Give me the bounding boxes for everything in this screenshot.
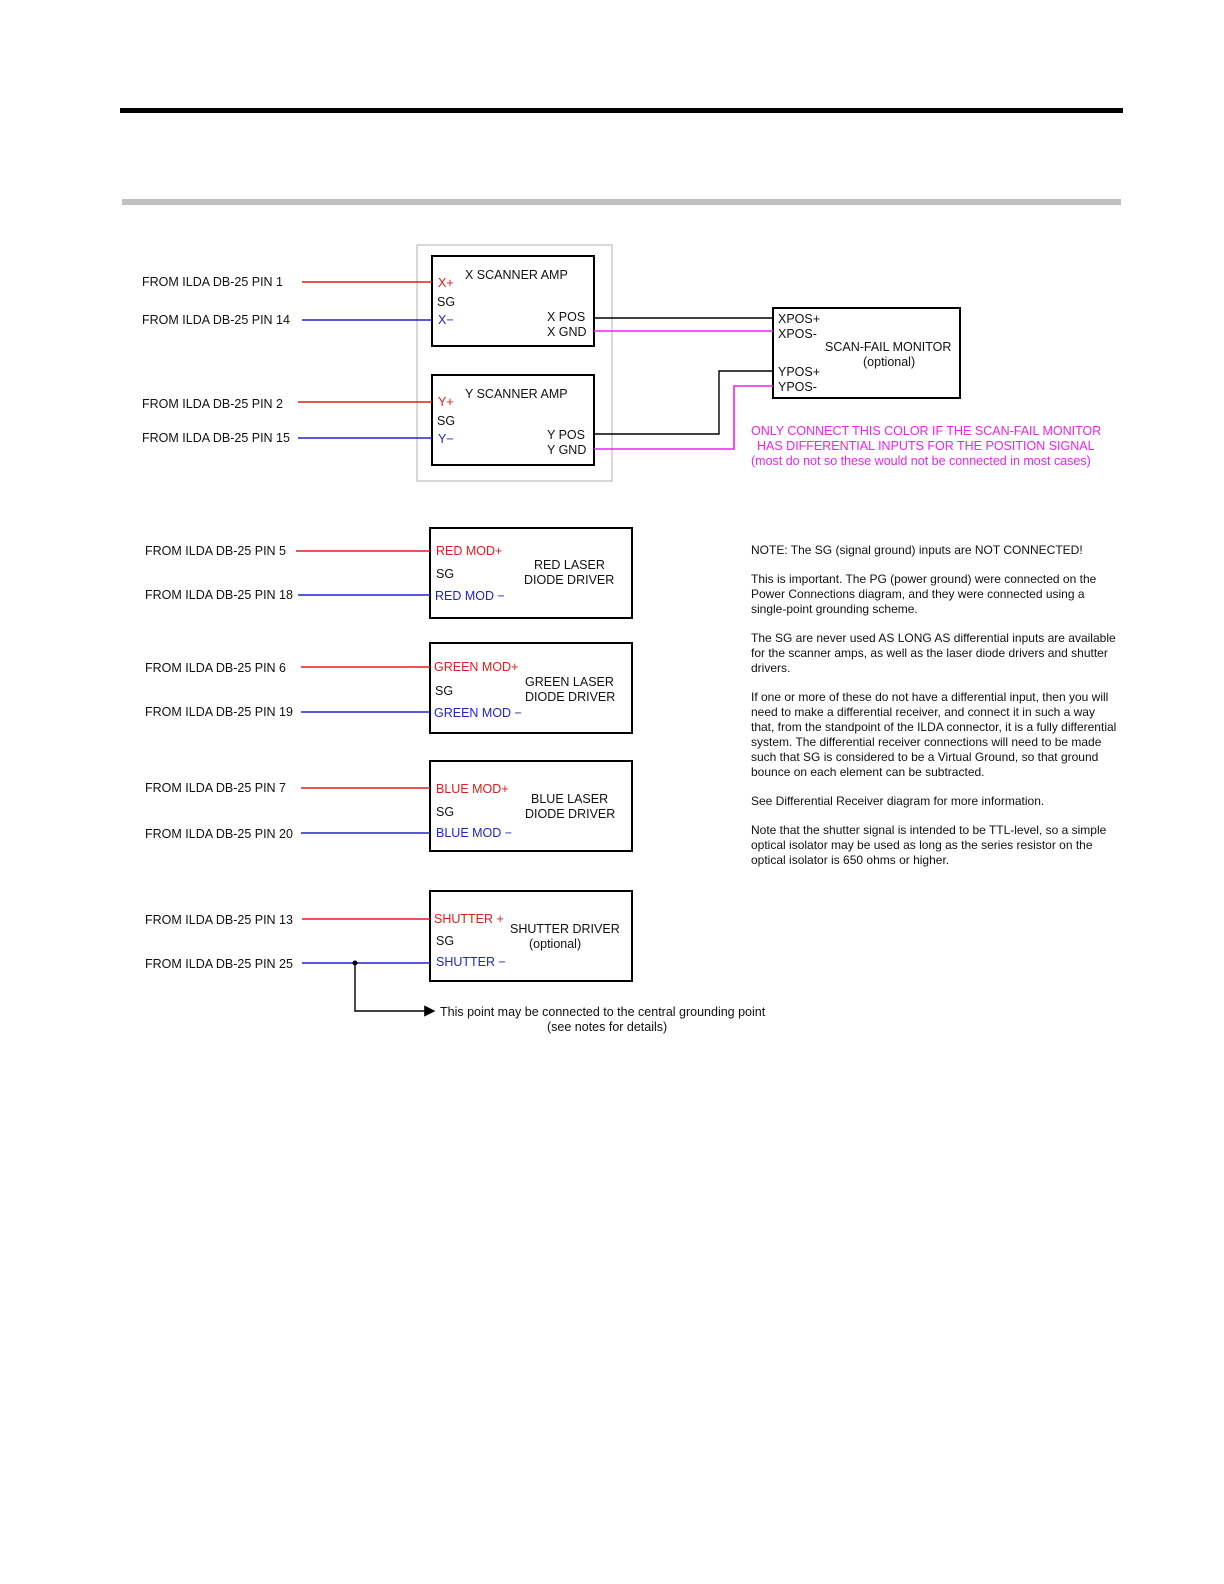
y-pos-label: Y POS [547,428,585,442]
from-pin-20-label: FROM ILDA DB-25 PIN 20 [145,827,293,841]
diff-note-line-1: ONLY CONNECT THIS COLOR IF THE SCAN-FAIL MONITOR [751,424,1102,438]
note-paragraph-1: NOTE: The SG (signal ground) inputs are NOT CONNECTED! [751,543,1083,557]
y-plus-label: Y+ [438,395,454,409]
note-paragraph-6: Note that the shutter signal is intended to be TTL-level, so a simple optical isolator may be used as long as the series resistor on the optical isolator is 650 ohms or higher. [751,823,1107,867]
from-pin-18-label: FROM ILDA DB-25 PIN 18 [145,588,293,602]
xpos-minus-label: XPOS- [778,327,817,341]
shutter-driver-title-2: (optional) [529,937,582,951]
blue-driver-title-2: DIODE DRIVER [525,807,616,821]
red-mod-minus-label: RED MOD − [435,589,505,603]
green-driver-title-1: GREEN LASER [525,675,614,689]
y-scanner-title: Y SCANNER AMP [465,387,568,401]
y-gnd-label: Y GND [547,443,587,457]
ground-note-line-2: (see notes for details) [547,1020,668,1034]
ypos-minus-label: YPOS- [778,380,817,394]
shutter-plus-label: SHUTTER + [434,912,504,926]
ygnd-wire [594,386,773,449]
from-pin-1-label: FROM ILDA DB-25 PIN 1 [142,275,284,289]
x-pos-label: X POS [547,310,586,324]
blue-mod-minus-label: BLUE MOD − [436,826,513,840]
red-driver-title-2: DIODE DRIVER [524,573,615,587]
notes-panel [751,543,1119,882]
green-mod-minus-label: GREEN MOD − [434,706,522,720]
x-scanner-title: X SCANNER AMP [465,268,568,282]
ypos-plus-label: YPOS+ [778,365,821,379]
x-minus-label: X− [438,313,454,327]
ypos-wire [594,371,773,434]
diff-note-line-2: HAS DIFFERENTIAL INPUTS FOR THE POSITION SIGNAL [757,439,1095,453]
monitor-subtitle: (optional) [863,355,916,369]
from-pin-15-label: FROM ILDA DB-25 PIN 15 [142,431,290,445]
monitor-title: SCAN-FAIL MONITOR [825,340,952,354]
shutter-minus-label: SHUTTER − [436,955,506,969]
red-sg-label: SG [436,567,455,581]
note-paragraph-2: This is important. The PG (power ground) were connected on the Power Connections diagram, and they were connected using a single-point grounding scheme. [751,572,1097,616]
from-pin-13-label: FROM ILDA DB-25 PIN 13 [145,913,293,927]
from-pin-7-label: FROM ILDA DB-25 PIN 7 [145,781,287,795]
from-pin-25-label: FROM ILDA DB-25 PIN 25 [145,957,293,971]
y-sg-label: SG [437,414,456,428]
from-pin-6-label: FROM ILDA DB-25 PIN 6 [145,661,287,675]
from-pin-5-label: FROM ILDA DB-25 PIN 5 [145,544,287,558]
from-pin-2-label: FROM ILDA DB-25 PIN 2 [142,397,284,411]
x-sg-label: SG [437,295,456,309]
green-driver-title-2: DIODE DRIVER [525,690,616,704]
xpos-plus-label: XPOS+ [778,312,821,326]
green-sg-label: SG [435,684,454,698]
shutter-driver-title-1: SHUTTER DRIVER [510,922,620,936]
note-paragraph-5: See Differential Receiver diagram for more information. [751,794,1045,808]
blue-driver-title-1: BLUE LASER [531,792,609,806]
y-minus-label: Y− [438,432,454,446]
blue-sg-label: SG [436,805,455,819]
ground-note-line-1: This point may be connected to the central grounding point [440,1005,766,1019]
from-pin-14-label: FROM ILDA DB-25 PIN 14 [142,313,290,327]
green-mod-plus-label: GREEN MOD+ [434,660,519,674]
x-plus-label: X+ [438,276,454,290]
ground-tap-wire [355,963,434,1011]
note-paragraph-4: If one or more of these do not have a differential input, then you will need to make a differential receiver, and connect it in such a way that, from the standpoint of the ILDA connector, it is a fully differential system. The differential receiver connections will need to be made such that SG is considered to be a Virtual Ground, so that ground bounce on each element can be subtracted. [751,690,1117,779]
shutter-sg-label: SG [436,934,455,948]
diff-note-line-3: (most do not so these would not be connected in most cases) [751,454,1091,468]
from-pin-19-label: FROM ILDA DB-25 PIN 19 [145,705,293,719]
red-driver-title-1: RED LASER [534,558,605,572]
red-mod-plus-label: RED MOD+ [436,544,503,558]
blue-mod-plus-label: BLUE MOD+ [436,782,509,796]
x-gnd-label: X GND [547,325,587,339]
note-paragraph-3: The SG are never used AS LONG AS differential inputs are available for the scanner amps, as well as the laser diode drivers and shutter drivers. [751,631,1116,675]
